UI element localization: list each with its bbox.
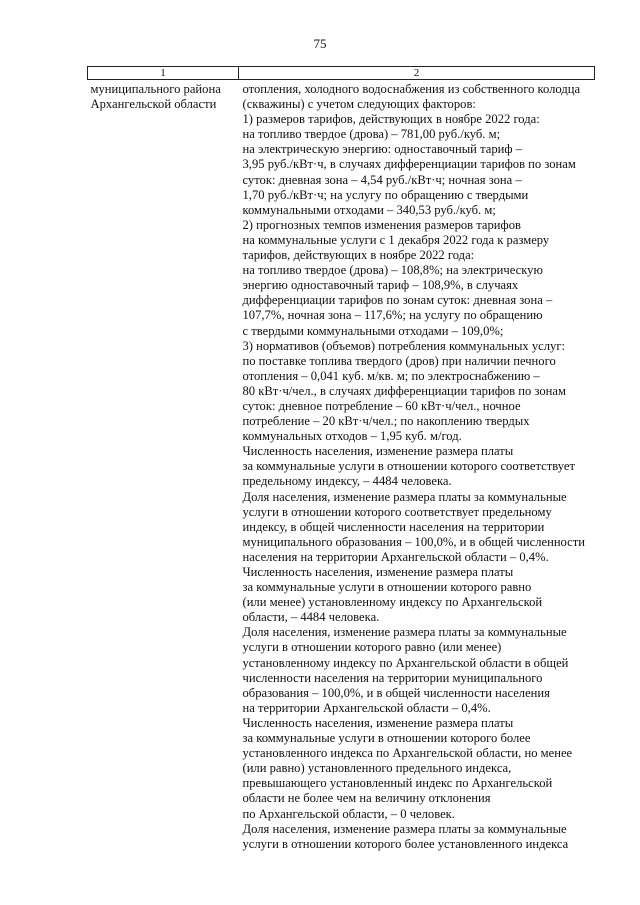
description-line: отопления – 0,041 куб. м/кв. м; по электроснабжению – xyxy=(242,368,540,383)
document-table xyxy=(87,66,595,852)
description-line: области не более чем на величину отклонения xyxy=(242,791,491,806)
description-line: за коммунальные услуги в отношении которого более xyxy=(242,731,531,746)
description-line: услуги в отношении которого равно (или менее) xyxy=(242,640,502,655)
description-line: 1) размеров тарифов, действующих в ноябре 2022 года: xyxy=(242,112,540,127)
municipality-text xyxy=(88,82,239,112)
description-line: (или менее) установленному индексу по Архангельской xyxy=(242,595,543,610)
description-line: тарифов, действующих в ноябре 2022 года: xyxy=(242,248,475,263)
description-line: Доля населения, изменение размера платы за коммунальные xyxy=(242,625,567,640)
municipality-line: муниципального района xyxy=(90,82,221,96)
description-line: 3,95 руб./кВт·ч, в случаях дифференциации тарифов по зонам xyxy=(242,157,576,172)
table-row xyxy=(88,80,595,852)
description-line: на топливо твердое (дрова) – 108,8%; на электрическую xyxy=(242,263,543,278)
description-line: по поставке топлива твердого (дров) при наличии печного xyxy=(242,353,556,368)
table-header-row xyxy=(88,67,595,80)
description-line: суток: дневная зона – 4,54 руб./кВт·ч; ночная зона – xyxy=(242,172,522,187)
description-line: 2) прогнозных темпов изменения размеров тарифов xyxy=(242,217,521,232)
description-line: предельному индексу, – 4484 человека. xyxy=(242,474,452,489)
description-line: (или равно) установленного предельного индекса, xyxy=(242,761,512,776)
description-line: численности населения на территории муниципального xyxy=(242,670,543,685)
description-line: индексу, в общей численности населения на территории xyxy=(242,519,545,534)
description-line: 1,70 руб./кВт·ч; на услугу по обращению с твердыми xyxy=(242,187,529,202)
description-line: на коммунальные услуги с 1 декабря 2022 года к размеру xyxy=(242,232,550,247)
description-line: на электрическую энергию: одноставочный тариф – xyxy=(242,142,522,157)
description-line: услуги в отношении которого более установленного индекса xyxy=(242,836,569,851)
column-header-2: 2 xyxy=(239,67,595,80)
description-line: на топливо твердое (дрова) – 781,00 руб./куб. м; xyxy=(242,127,501,142)
page-number: 75 xyxy=(313,36,327,51)
description-line: дифференциации тарифов по зонам суток: дневная зона – xyxy=(242,293,553,308)
description-line: на территории Архангельской области – 0,4%. xyxy=(242,700,491,715)
description-line: отопления, холодного водоснабжения из собственного колодца xyxy=(242,82,581,96)
description-line: Доля населения, изменение размера платы за коммунальные xyxy=(242,821,567,836)
table-cell-description xyxy=(239,80,595,852)
description-line: Численность населения, изменение размера платы xyxy=(242,565,514,579)
description-line: (скважины) с учетом следующих факторов: xyxy=(242,97,476,112)
description-line: 80 кВт·ч/чел., в случаях дифференциации тарифов по зонам xyxy=(242,383,566,398)
description-line: коммунальными отходами – 340,53 руб./куб. м; xyxy=(242,202,496,217)
description-line: области, – 4484 человека. xyxy=(242,610,380,625)
description-line: Доля населения, изменение размера платы за коммунальные xyxy=(242,489,567,504)
description-line: установленному индексу по Архангельской области в общей xyxy=(242,655,569,670)
description-text xyxy=(239,82,595,852)
description-line: муниципального образования – 100,0%, и в общей численности xyxy=(242,534,585,549)
table-cell-municipality xyxy=(88,80,239,852)
description-line: с твердыми коммунальными отходами – 109,0%; xyxy=(242,323,504,338)
municipality-line: Архангельской области xyxy=(90,97,217,112)
description-line: за коммунальные услуги в отношении которого соответствует xyxy=(242,459,575,474)
description-line: Численность населения, изменение размера платы xyxy=(242,715,514,730)
description-line: 3) нормативов (объемов) потребления коммунальных услуг: xyxy=(242,338,565,353)
description-line: потребление – 20 кВт·ч/чел.; по накоплению твердых xyxy=(242,414,530,429)
description-line: за коммунальные услуги в отношении которого равно xyxy=(242,580,532,595)
description-line: Численность населения, изменение размера платы xyxy=(242,444,514,459)
description-line: по Архангельской области, – 0 человек. xyxy=(242,806,455,821)
description-line: суток: дневное потребление – 60 кВт·ч/чел., ночное xyxy=(242,398,521,413)
description-line: коммунальных отходов – 1,95 куб. м/год. xyxy=(242,429,462,444)
column-header-1: 1 xyxy=(88,67,239,80)
description-line: установленного индекса по Архангельской области, но менее xyxy=(242,746,573,761)
description-line: 107,7%, ночная зона – 117,6%; на услугу по обращению xyxy=(242,308,543,323)
description-line: населения на территории Архангельской области – 0,4%. xyxy=(242,549,549,564)
description-line: образования – 100,0%, и в общей численности населения xyxy=(242,685,550,700)
description-line: превышающего установленный индекс по Архангельской xyxy=(242,776,553,791)
description-line: услуги в отношении которого соответствует предельному xyxy=(242,504,552,519)
description-line: энергию одноставочный тариф – 108,9%, в случаях xyxy=(242,278,519,293)
